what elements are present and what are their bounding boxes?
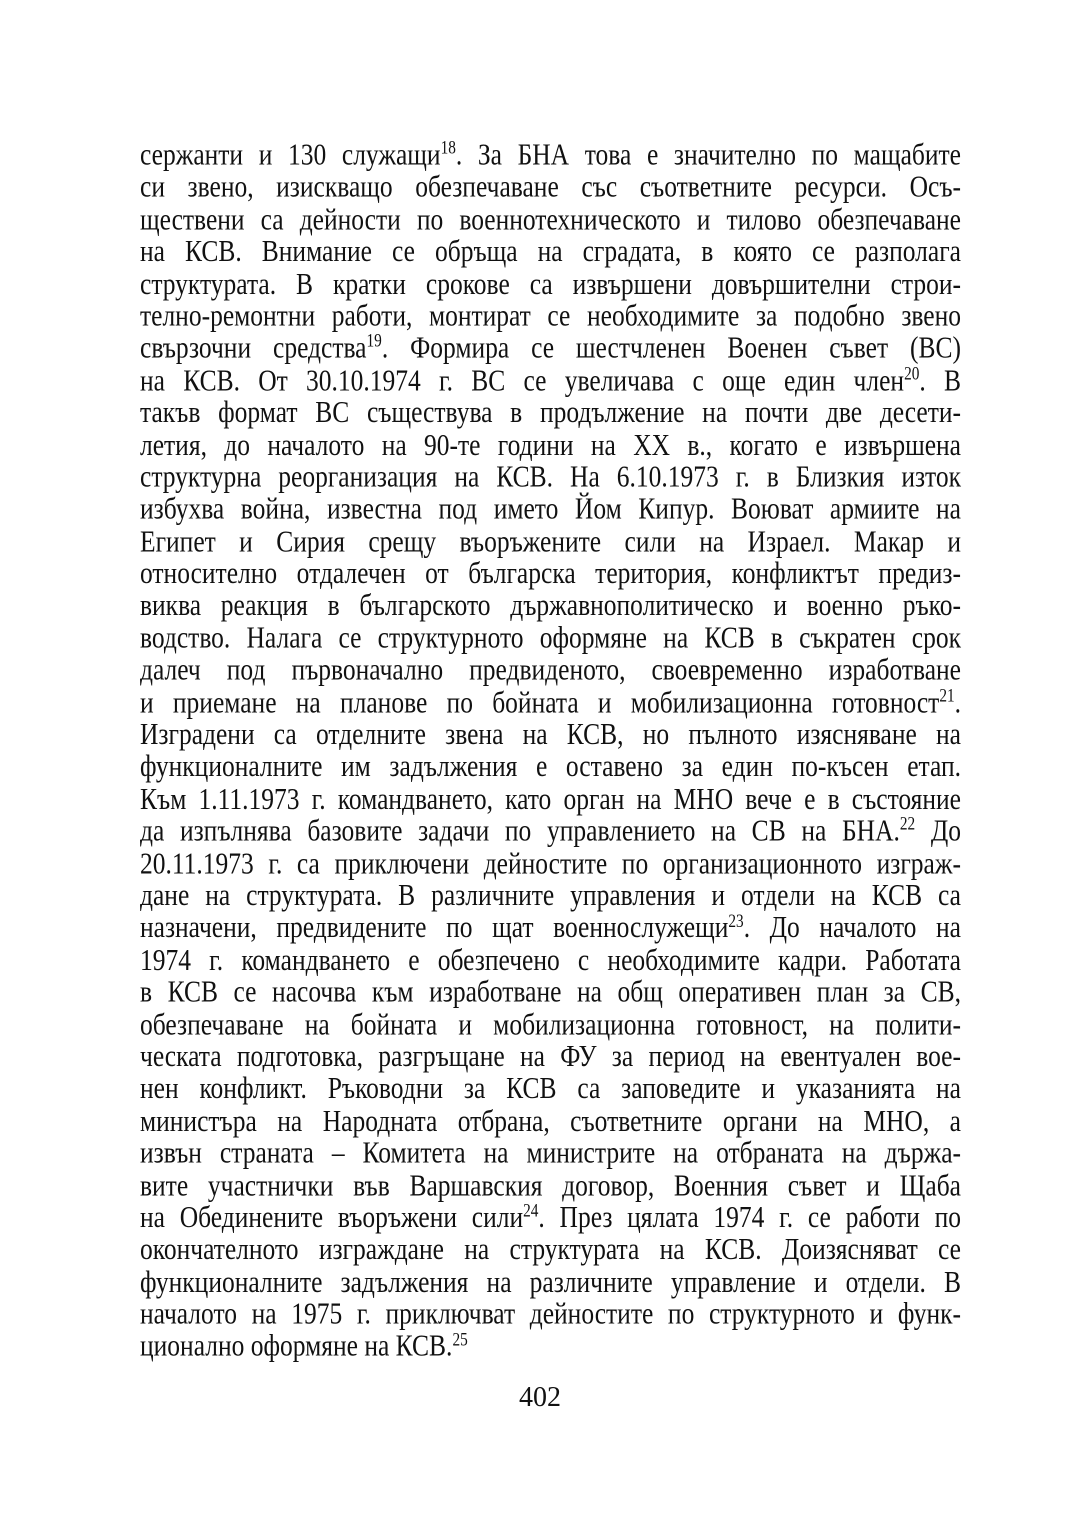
text-line: структурата. В кратки срокове са извършени довършителни строи- xyxy=(140,265,961,301)
text-line: 1974 г. командването е обезпечено с необходимите кадри. Работата xyxy=(140,941,961,977)
text-line: нен конфликт. Ръководни за КСВ са заповедите и указанията на xyxy=(140,1070,961,1106)
text-line: на Обединените въоръжени сили$^{24}$. През цялата 1974 г. се работи по xyxy=(140,1199,961,1235)
footnote-reference: 22 xyxy=(899,814,916,835)
text-line: началото на 1975 г. приключват дейностите по структурното и функ- xyxy=(140,1295,961,1332)
text-line: ционално оформяне на КСВ.$^{25}$ xyxy=(140,1327,468,1364)
text-line: сержанти и 130 служащи$^{18}$. За БНА това е значително по мащабите xyxy=(140,136,961,172)
text-line: структурна реорганизация на КСВ. На 6.10.1973 г. в Близкия изток xyxy=(140,458,961,494)
text-line: такъв формат ВС съществува в продължение на почти две десети- xyxy=(140,394,961,430)
text-line: и приемане на планове по бойната и мобилизационна готовност$^{21}$. xyxy=(140,683,961,720)
text-line: министъра на Народната отбрана, съответните органи на МНО, а xyxy=(140,1102,961,1138)
footnote-reference: 24 xyxy=(523,1200,539,1222)
text-line: дане на структурата. В различните управления и отдели на КСВ са xyxy=(140,877,961,913)
text-line: назначени, предвидените по щат военнослужещи$^{23}$. До началото на xyxy=(140,909,961,945)
page-text xyxy=(140,136,961,1364)
text-line: в КСВ се насочва към изработване на общ оперативен план за СВ, xyxy=(140,973,961,1010)
text-line: Към 1.11.1973 г. командването, като орган на МНО вече е в състояние xyxy=(140,780,961,816)
text-line: 20.11.1973 г. са приключени дейностите по организационното изграж- xyxy=(140,844,961,881)
text-line: функционалните им задължения е оставено за един по-късен етап. xyxy=(140,748,961,784)
text-line: свързочни средства$^{19}$. Формира се шестчленен Военен съвет (ВС) xyxy=(140,329,961,366)
text-line: относително отдалечен от българска територия, конфликтът предиз- xyxy=(140,555,961,591)
text-line: далеч под първоначално предвиденото, своевременно изработване xyxy=(140,651,961,688)
footnote-reference: 21 xyxy=(939,685,955,707)
text-line: вите участнички във Варшавския договор, Военния съвет и Щаба xyxy=(140,1166,961,1203)
footnote-reference: 18 xyxy=(440,137,456,159)
text-line: функционалните задължения на различните управление и отдели. В xyxy=(140,1263,961,1299)
footnote-reference: 23 xyxy=(728,910,744,932)
text-line: си звено, изискващо обезпечаване със съответните ресурси. Осъ- xyxy=(140,168,961,205)
text-line: на КСВ. Внимание се обръща на сградата, в която се разполага xyxy=(140,233,961,269)
text-line: водство. Налага се структурното оформяне на КСВ в съкратен срок xyxy=(140,619,961,655)
text-line: окончателното изграждане на структурата на КСВ. Доизясняват се xyxy=(140,1231,961,1267)
text-line: избухва война, известна под името Йом Кипур. Воюват армиите на xyxy=(140,490,961,527)
text-line: обезпечаване на бойната и мобилизационна готовност, на полити- xyxy=(140,1005,961,1042)
footnote-reference: 19 xyxy=(366,331,382,352)
text-line: ществени са дейности по военнотехническото и тилово обезпечаване xyxy=(140,200,961,237)
text-line: ческата подготовка, разгръщане на ФУ за период на евентуален вое- xyxy=(140,1038,961,1074)
text-line: да изпълнява базовите задачи по управлението на СВ на БНА.$^{22}$ До xyxy=(140,812,961,849)
page-number: 402 xyxy=(519,1382,561,1413)
footnote-reference: 25 xyxy=(452,1329,468,1350)
text-line: виква реакция в българското държавнополитическо и военно ръко- xyxy=(140,587,961,623)
text-line: на КСВ. От 30.10.1974 г. ВС се увеличава с още един член$^{20}$. В xyxy=(140,361,961,398)
footnote-reference: 20 xyxy=(904,363,920,385)
text-line: извън страната – Комитета на министрите на отбраната на държа- xyxy=(140,1134,961,1171)
text-line: Изградени са отделните звена на КСВ, но пълното изясняване на xyxy=(140,716,961,752)
text-line: телно-ремонтни работи, монтират се необходимите за подобно звено xyxy=(140,297,961,333)
text-line: Египет и Сирия срещу въоръжените сили на Израел. Макар и xyxy=(140,522,961,559)
text-line: летия, до началото на 90-те години на ХХ в., когато е извършена xyxy=(140,426,961,462)
